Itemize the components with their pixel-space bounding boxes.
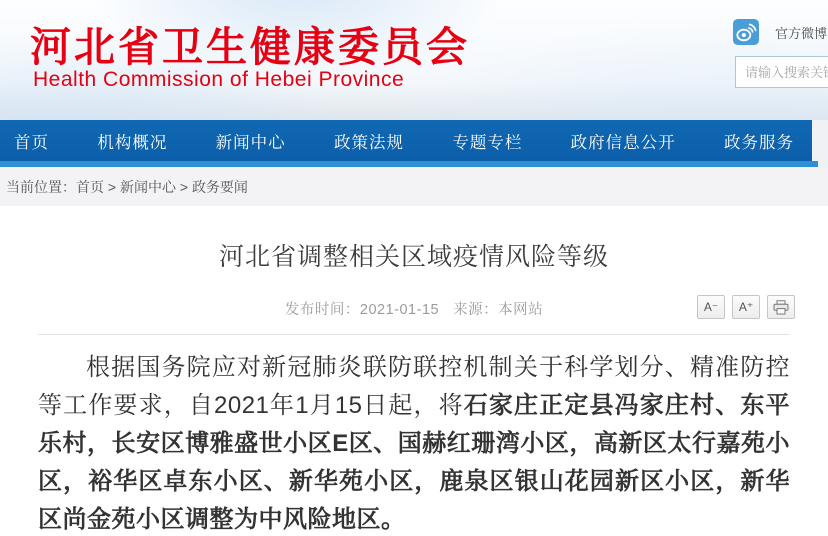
- body-text-normal: 根据国务院应对新冠肺炎联防联控机制关于科学划分、精准防控等工作要求，自2021年1月15日起，将: [38, 354, 790, 419]
- weibo-label[interactable]: 官方微博: [775, 25, 828, 41]
- publish-date: 2021-01-15: [359, 302, 440, 318]
- breadcrumb-link-home[interactable]: 首页: [76, 178, 104, 195]
- breadcrumb: [0, 167, 828, 206]
- nav-item-policy[interactable]: 政策法规: [333, 133, 404, 152]
- article: [0, 237, 828, 536]
- breadcrumb-separator: >: [104, 178, 120, 195]
- meta-divider: [38, 334, 790, 335]
- nav-item-about[interactable]: 机构概况: [97, 133, 168, 152]
- article-meta: [38, 297, 790, 323]
- nav-item-news[interactable]: 新闻中心: [215, 133, 286, 152]
- article-body: [38, 349, 790, 536]
- publish-label: 发布时间：: [284, 302, 360, 318]
- print-icon: [773, 300, 789, 315]
- site-subtitle: Health Commission of Hebei Province: [33, 68, 405, 91]
- site-title: 河北省卫生健康委员会: [30, 24, 470, 70]
- print-button[interactable]: [767, 295, 795, 319]
- nav-item-topics[interactable]: 专题专栏: [452, 133, 523, 152]
- nav-item-home[interactable]: 首页: [14, 133, 49, 152]
- body-text-bold: 石家庄正定县冯家庄村、东平乐村，长安区博雅盛世小区E区、国赫红珊湾小区，高新区太行嘉苑小区，裕华区卓东小区、新华苑小区，鹿泉区银山花园新区小区，新华区尚金苑小区调整为中风险地区。: [38, 392, 791, 533]
- breadcrumb-link-gov-news[interactable]: 政务要闻: [191, 178, 248, 195]
- font-increase-button[interactable]: A⁺: [732, 295, 760, 319]
- main-nav-row: [0, 120, 828, 167]
- article-title: 河北省调整相关区域疫情风险等级: [218, 243, 609, 271]
- breadcrumb-label: 当前位置：: [6, 178, 76, 195]
- breadcrumb-separator: >: [175, 178, 192, 195]
- font-decrease-button[interactable]: A⁻: [697, 295, 725, 319]
- breadcrumb-link-news-center[interactable]: 新闻中心: [119, 178, 176, 195]
- source-label: 来源：: [453, 302, 499, 318]
- weibo-icon[interactable]: [733, 19, 759, 45]
- source-value: 本网站: [498, 302, 544, 318]
- search-box: [735, 56, 828, 88]
- search-input[interactable]: [736, 57, 828, 87]
- article-meta-row: [38, 297, 790, 323]
- article-tools: [697, 295, 795, 319]
- nav-item-services[interactable]: 政务服务: [723, 133, 794, 152]
- site-header: [0, 0, 828, 120]
- main-nav: [0, 120, 812, 161]
- nav-item-gov-info[interactable]: 政府信息公开: [570, 133, 676, 152]
